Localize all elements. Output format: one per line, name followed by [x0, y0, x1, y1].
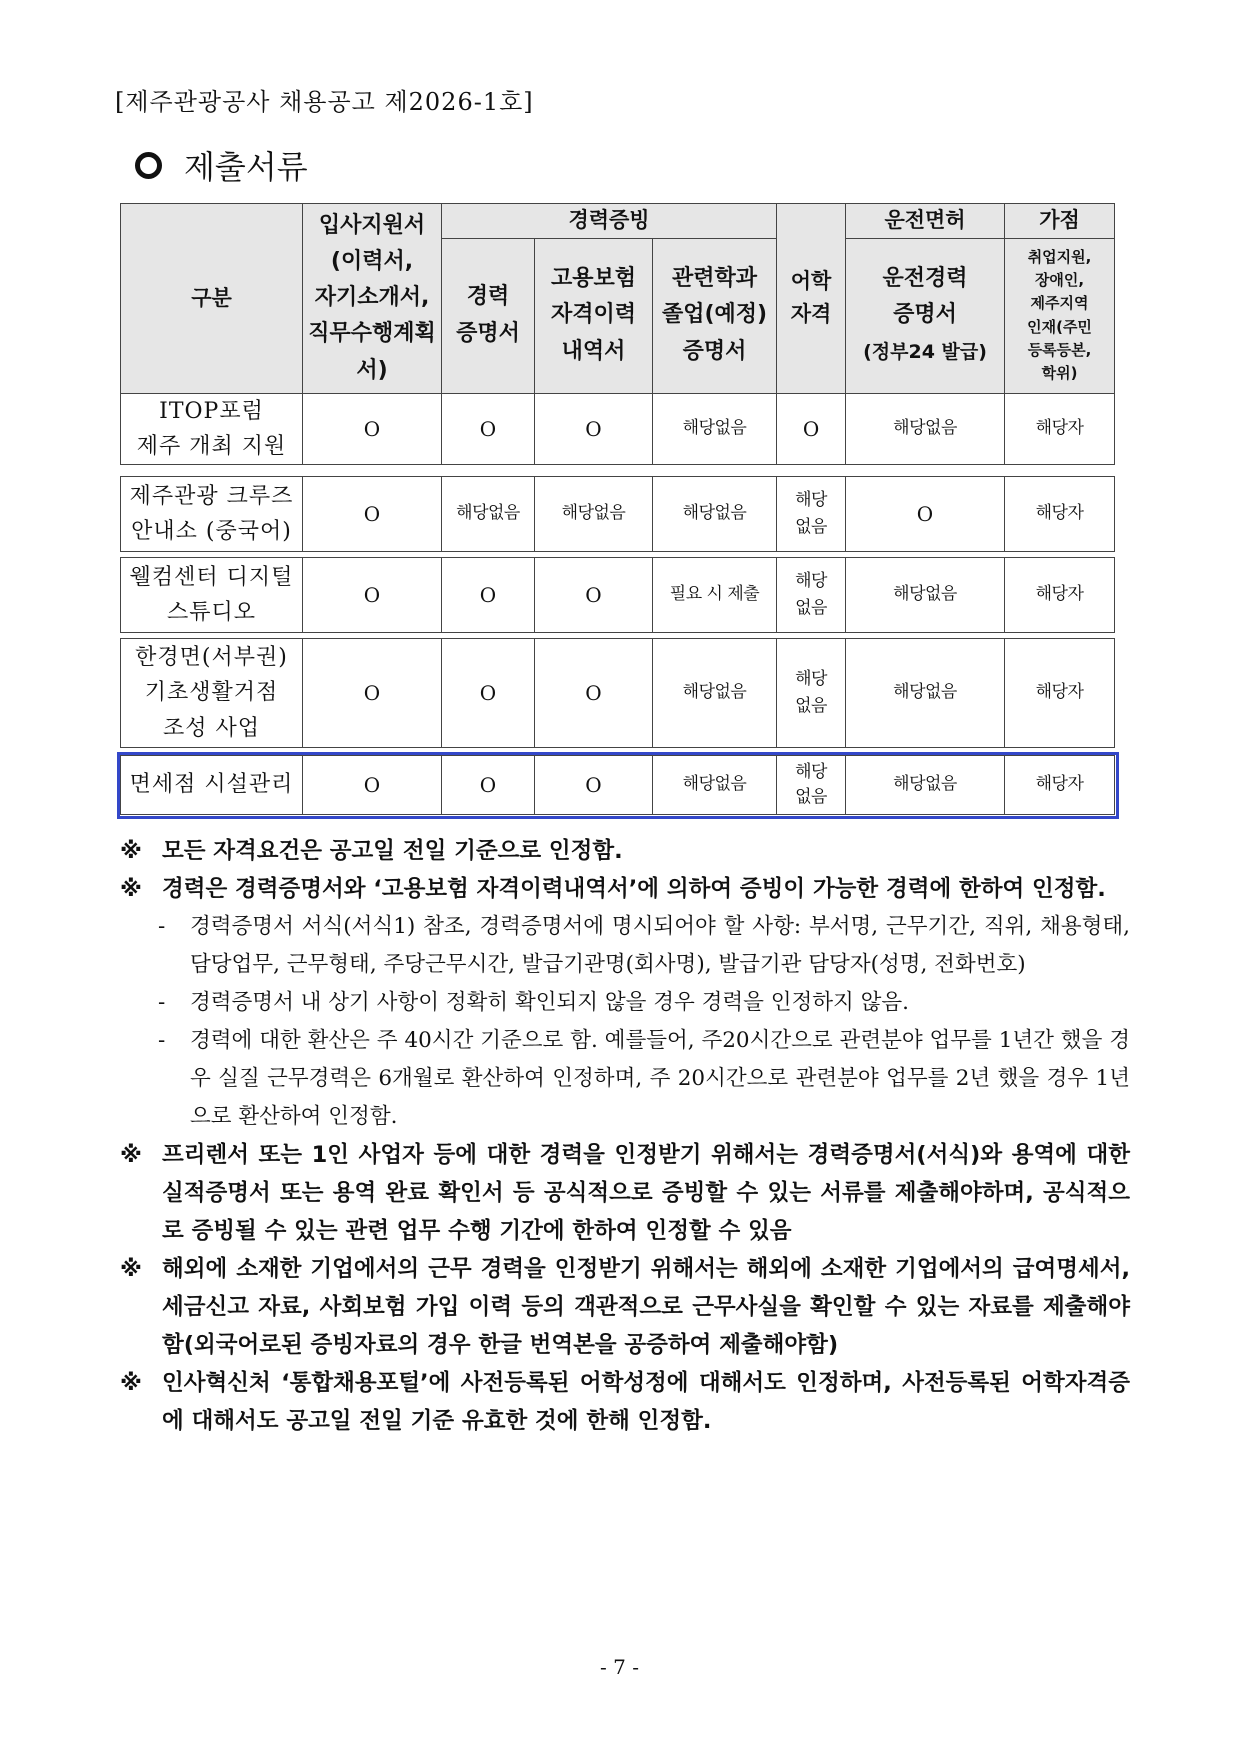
cell-driving-record: O: [846, 477, 1005, 552]
cell-insurance: O: [535, 393, 653, 464]
table-row: [121, 477, 1115, 552]
documents-table-row-5: [120, 755, 1115, 815]
table-row: [121, 558, 1115, 633]
sub-note-item: - 경력증명서 서식(서식1) 참조, 경력증명서에 명시되어야 할 사항: 부서명, 근무기간, 직위, 채용형태, 담당업무, 근무형태, 주당근무시간, 발급기관명(회사명), 발급기관 담당자(성명, 전화번호): [158, 914, 1130, 977]
header-driving-record: 운전경력 증명서 (정부24 발급): [846, 238, 1005, 393]
row-category: 면세점 시설관리: [121, 756, 303, 815]
documents-table-row-3: [120, 557, 1115, 633]
cell-application: O: [303, 558, 442, 633]
cell-driving-record: 해당없음: [846, 639, 1005, 748]
header-graduation: 관련학과 졸업(예정) 증명서: [653, 238, 777, 393]
section-title: [135, 142, 308, 188]
cell-bonus: 해당자: [1005, 558, 1115, 633]
header-bonus: 가점: [1005, 204, 1115, 239]
table-row: [121, 639, 1115, 748]
notes-section: [118, 832, 1130, 1440]
cell-driving-record: 해당없음: [846, 393, 1005, 464]
header-category: 구분: [121, 204, 303, 394]
header-license: 운전면허: [846, 204, 1005, 239]
cell-graduation: 필요 시 제출: [653, 558, 777, 633]
cell-career-cert: O: [442, 393, 535, 464]
note-item: ※ 해외에 소재한 기업에서의 근무 경력을 인정받기 위해서는 해외에 소재한 기업에서의 급여명세서, 세금신고 자료, 사회보험 가입 이력 등의 객관적으로 근무사실을 확인할 수 있는 자료를 제출해야함(외국어로된 증빙자료의 경우 한글 번역본을 공증하여 제출해야함): [120, 1256, 1130, 1358]
cell-career-cert: O: [442, 756, 535, 815]
cell-insurance: O: [535, 639, 653, 748]
table-row-highlighted: [121, 756, 1115, 815]
header-language: 어학 자격: [777, 204, 846, 394]
cell-bonus: 해당자: [1005, 756, 1115, 815]
cell-career-cert: O: [442, 558, 535, 633]
hollow-circle-icon: [135, 152, 162, 179]
cell-driving-record: 해당없음: [846, 756, 1005, 815]
cell-application: O: [303, 477, 442, 552]
cell-bonus: 해당자: [1005, 477, 1115, 552]
header-career-proof: 경력증빙: [442, 204, 777, 239]
cell-language: 해당 없음: [777, 558, 846, 633]
note-item: ※ 모든 자격요건은 공고일 전일 기준으로 인정함.: [120, 838, 623, 864]
header-career-cert: 경력 증명서: [442, 238, 535, 393]
sub-note-item: - 경력에 대한 환산은 주 40시간 기준으로 함. 예를들어, 주20시간으로 관련분야 업무를 1년간 했을 경우 실질 근무경력은 6개월로 환산하여 인정하며, 주 20시간으로 관련분야 업무를 2년 했을 경우 1년으로 환산하여 인정함.: [158, 1028, 1130, 1129]
note-item: ※ 프리렌서 또는 1인 사업자 등에 대한 경력을 인정받기 위해서는 경력증명서(서식)와 용역에 대한 실적증명서 또는 용역 완료 확인서 등 공식적으로 증빙할 수 있는 서류를 제출해야하며, 공식적으로 증빙될 수 있는 관련 업무 수행 기간에 한하여 인정할 수 있음: [120, 1142, 1130, 1244]
cell-application: O: [303, 393, 442, 464]
row-category: ITOP포럼 제주 개최 지원: [121, 393, 303, 464]
cell-insurance: O: [535, 756, 653, 815]
cell-insurance: O: [535, 558, 653, 633]
table-row: [121, 393, 1115, 464]
document-header: [제주관광공사 채용공고 제2026-1호]: [115, 88, 534, 116]
row-category: 한경면(서부권) 기초생활거점 조성 사업: [121, 639, 303, 748]
cell-language: O: [777, 393, 846, 464]
sub-note-item: - 경력증명서 내 상기 사항이 정확히 확인되지 않을 경우 경력을 인정하지 않음.: [158, 990, 910, 1015]
cell-graduation: 해당없음: [653, 477, 777, 552]
documents-table-row-4: [120, 638, 1115, 748]
cell-bonus: 해당자: [1005, 393, 1115, 464]
cell-graduation: 해당없음: [653, 393, 777, 464]
note-item: ※ 경력은 경력증명서와 ‘고용보험 자격이력내역서’에 의하여 증빙이 가능한 경력에 한하여 인정함.: [120, 876, 1106, 902]
cell-language: 해당 없음: [777, 756, 846, 815]
cell-language: 해당 없음: [777, 639, 846, 748]
cell-application: O: [303, 639, 442, 748]
row-category: 웰컴센터 디지털 스튜디오: [121, 558, 303, 633]
documents-table-header: [120, 203, 1115, 465]
note-item: ※ 인사혁신처 ‘통합채용포털’에 사전등록된 어학성정에 대해서도 인정하며, 사전등록된 어학자격증에 대해서도 공고일 전일 기준 유효한 것에 한해 인정함.: [120, 1370, 1130, 1434]
cell-insurance: 해당없음: [535, 477, 653, 552]
section-title-text: 제출서류: [184, 148, 308, 186]
cell-bonus: 해당자: [1005, 639, 1115, 748]
documents-table-row-2: [120, 476, 1115, 552]
cell-language: 해당 없음: [777, 477, 846, 552]
row-category: 제주관광 크루즈 안내소 (중국어): [121, 477, 303, 552]
cell-application: O: [303, 756, 442, 815]
cell-driving-record: 해당없음: [846, 558, 1005, 633]
header-insurance: 고용보험 자격이력 내역서: [535, 238, 653, 393]
cell-graduation: 해당없음: [653, 756, 777, 815]
header-application: 입사지원서 (이력서, 자기소개서, 직무수행계획서): [303, 204, 442, 394]
cell-career-cert: O: [442, 639, 535, 748]
cell-graduation: 해당없음: [653, 639, 777, 748]
page-number: - 7 -: [600, 1655, 639, 1679]
header-bonus-detail: 취업지원, 장애인, 제주지역 인재(주민 등록등본, 학위): [1005, 238, 1115, 393]
cell-career-cert: 해당없음: [442, 477, 535, 552]
